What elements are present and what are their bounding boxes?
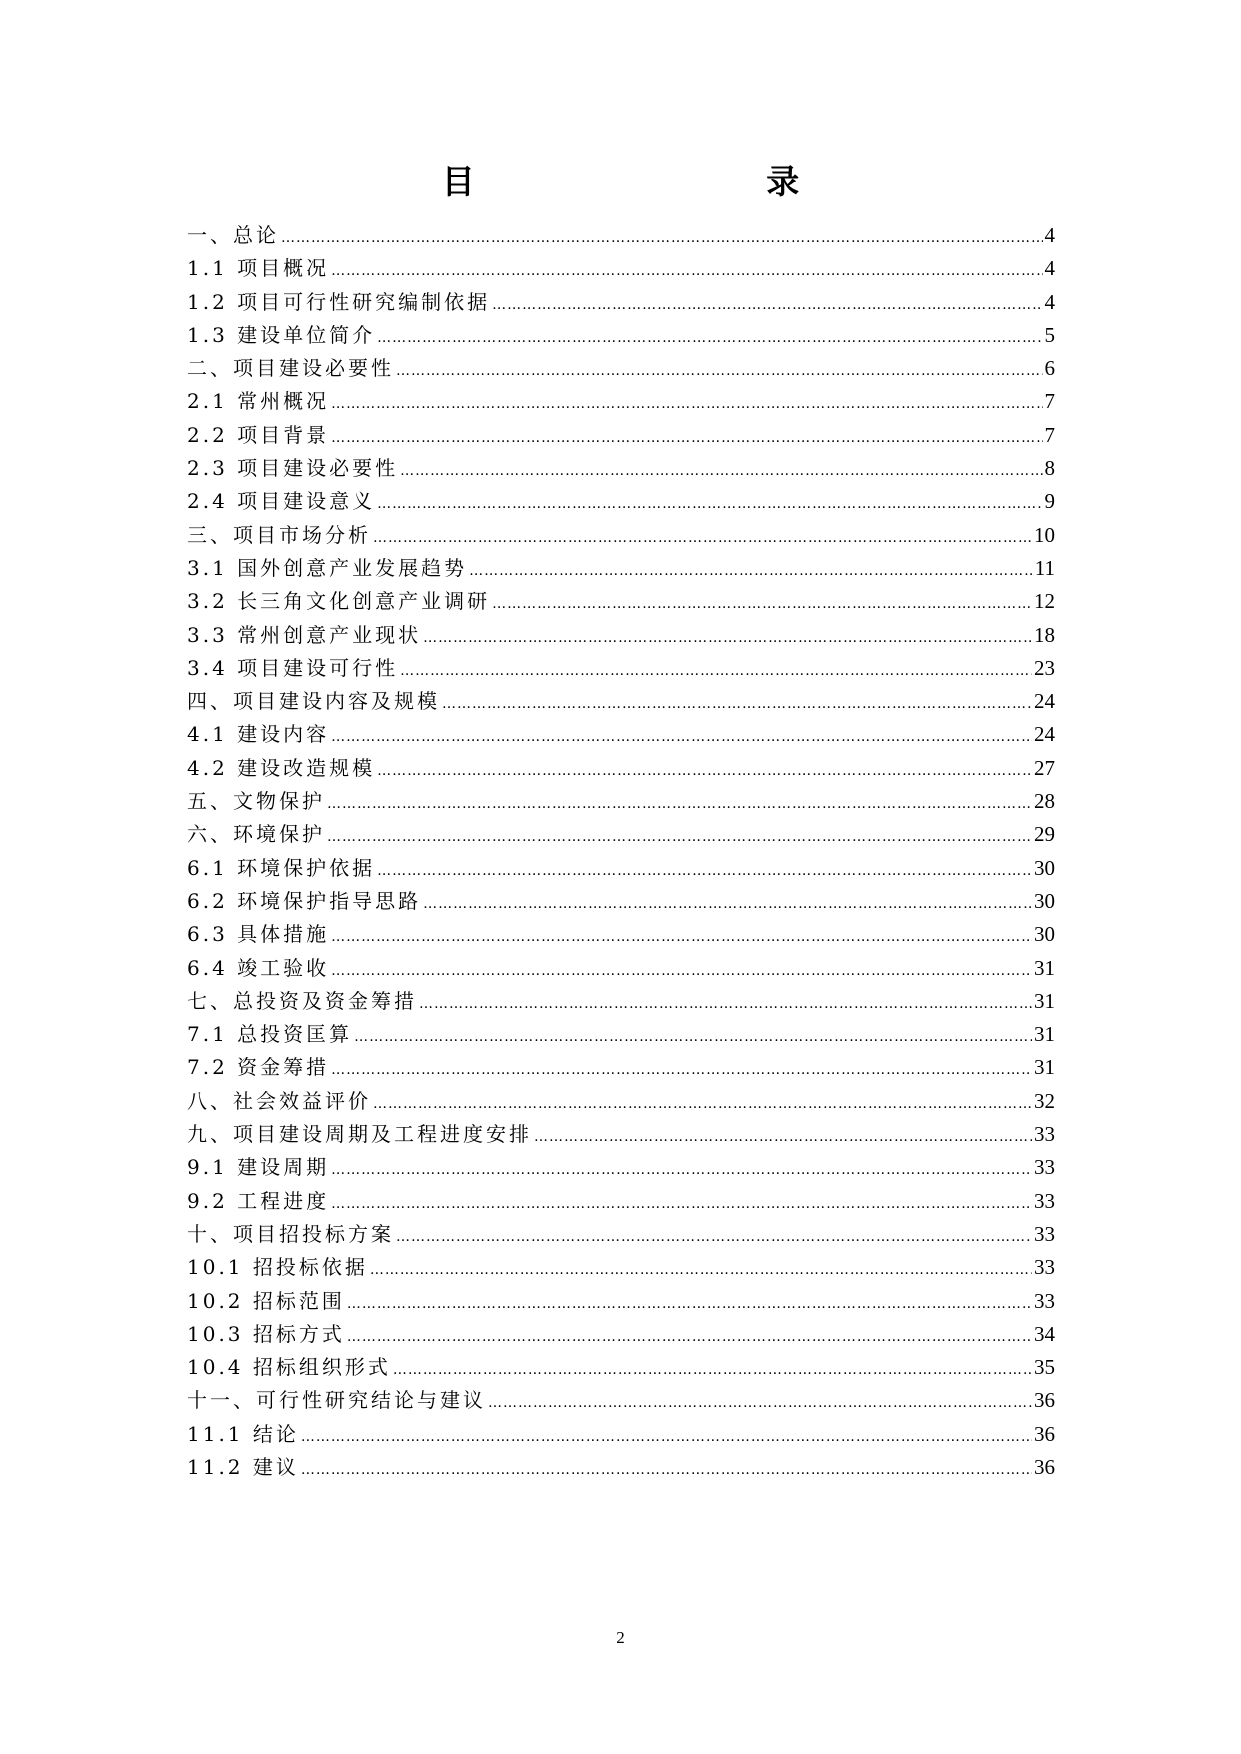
toc-entry[interactable]: [187, 1185, 1055, 1218]
toc-entry-page: 28: [1034, 789, 1055, 814]
toc-entry-label: 2.4 项目建设意义: [187, 489, 376, 514]
toc-entry-page: 33: [1034, 1288, 1055, 1313]
toc-entry-label: 10.1 招投标依据: [187, 1255, 368, 1280]
toc-entry-page: 34: [1034, 1321, 1055, 1346]
toc-entry[interactable]: [187, 519, 1055, 552]
toc-entry-label: 七、总投资及资金筹措: [187, 988, 417, 1013]
toc-entry-page: 30: [1034, 855, 1055, 880]
toc-entry-page: 18: [1034, 622, 1055, 647]
toc-entry[interactable]: [187, 1285, 1055, 1318]
toc-entry-label: 10.4 招标组织形式: [187, 1355, 391, 1380]
toc-entry-page: 24: [1034, 689, 1055, 714]
toc-entry-page: 29: [1034, 822, 1055, 847]
toc-leader-dots: [373, 522, 1032, 555]
toc-entry-page: 4: [1044, 223, 1055, 247]
toc-entry-page: 31: [1034, 955, 1055, 980]
toc-leader-dots: [331, 721, 1032, 754]
toc-entry[interactable]: [187, 985, 1055, 1018]
toc-entry[interactable]: [187, 219, 1055, 252]
toc-entry-page: 36: [1034, 1388, 1055, 1413]
toc-leader-dots: [327, 788, 1032, 821]
toc-entry-page: 31: [1034, 1022, 1055, 1047]
toc-entry-page: 36: [1034, 1421, 1055, 1446]
toc-entry-page: 7: [1044, 389, 1055, 414]
toc-entry-page: 23: [1034, 655, 1055, 680]
toc-entry-page: 31: [1034, 1055, 1055, 1080]
toc-entry-label: 10.2 招标范围: [187, 1288, 345, 1313]
toc-entry[interactable]: [187, 319, 1055, 352]
toc-entry[interactable]: [187, 619, 1055, 652]
toc-entry[interactable]: [187, 818, 1055, 851]
toc-entry-label: 6.2 环境保护指导思路: [187, 888, 422, 913]
toc-entry-page: 5: [1044, 322, 1055, 347]
toc-entry-label: 9.2 工程进度: [187, 1188, 330, 1213]
toc-entry[interactable]: [187, 585, 1055, 618]
toc-leader-dots: [373, 1088, 1032, 1121]
toc-entry-page: 33: [1034, 1255, 1055, 1280]
toc-entry-page: 4: [1044, 256, 1055, 281]
toc-leader-dots: [488, 1387, 1032, 1420]
toc-entry-label: 11.2 建议: [187, 1454, 299, 1479]
toc-entry[interactable]: [187, 885, 1055, 918]
toc-entry[interactable]: [187, 485, 1055, 518]
toc-entry[interactable]: [187, 1218, 1055, 1251]
toc-leader-dots: [331, 255, 1042, 288]
toc-entry[interactable]: [187, 952, 1055, 985]
toc-entry-label: 十、项目招投标方案: [187, 1221, 394, 1246]
toc-entry[interactable]: [187, 1418, 1055, 1451]
toc-entry-label: 三、项目市场分析: [187, 522, 371, 547]
toc-leader-dots: [347, 1288, 1032, 1321]
toc-leader-dots: [377, 855, 1032, 888]
toc-leader-dots: [331, 955, 1032, 988]
toc-entry[interactable]: [187, 1085, 1055, 1118]
toc-entry-label: 3.4 项目建设可行性: [187, 655, 399, 680]
toc-entry-label: 九、项目建设周期及工程进度安排: [187, 1122, 532, 1147]
toc-entry[interactable]: [187, 918, 1055, 951]
toc-entry-page: 24: [1034, 722, 1055, 747]
toc-entry-label: 4.1 建设内容: [187, 722, 330, 747]
toc-entry[interactable]: [187, 1351, 1055, 1384]
toc-leader-dots: [396, 355, 1043, 388]
toc-leader-dots: [377, 488, 1042, 521]
page-number: 2: [616, 1628, 625, 1647]
toc-entry-page: 33: [1034, 1122, 1055, 1147]
toc-entry[interactable]: [187, 352, 1055, 385]
toc-entry[interactable]: [187, 785, 1055, 818]
toc-entry-label: 4.2 建设改造规模: [187, 755, 376, 780]
toc-entry-page: 11: [1034, 555, 1055, 580]
toc-leader-dots: [281, 222, 1043, 255]
toc-entry-label: 六、环境保护: [187, 822, 325, 847]
toc-entry[interactable]: [187, 1451, 1055, 1484]
toc-entry[interactable]: [187, 286, 1055, 319]
toc-entry-label: 3.2 长三角文化创意产业调研: [187, 589, 491, 614]
toc-entry[interactable]: [187, 1051, 1055, 1084]
toc-entry-page: 33: [1034, 1221, 1055, 1246]
toc-entry-page: 7: [1044, 422, 1055, 447]
toc-entry-page: 36: [1034, 1454, 1055, 1479]
toc-entry-label: 2.2 项目背景: [187, 422, 330, 447]
toc-entry-label: 6.1 环境保护依据: [187, 855, 376, 880]
toc-entry[interactable]: [187, 1318, 1055, 1351]
toc-entry-label: 9.1 建设周期: [187, 1155, 330, 1180]
toc-entry-label: 八、社会效益评价: [187, 1088, 371, 1113]
toc-entry-page: 8: [1044, 456, 1055, 481]
toc-entry-page: 6: [1044, 356, 1055, 381]
toc-leader-dots: [377, 755, 1032, 788]
toc-entry-label: 一、总论: [187, 223, 279, 247]
toc-entry[interactable]: [187, 452, 1055, 485]
toc-entry-label: 五、文物保护: [187, 789, 325, 814]
toc-entry[interactable]: [187, 1384, 1055, 1417]
toc-entry-label: 11.1 结论: [187, 1421, 299, 1446]
toc-entry-page: 10: [1034, 522, 1055, 547]
toc-entry-page: 12: [1034, 589, 1055, 614]
toc-leader-dots: [331, 1054, 1032, 1087]
toc-leader-dots: [400, 655, 1032, 688]
toc-leader-dots: [423, 622, 1032, 655]
toc-leader-dots: [301, 1454, 1032, 1487]
toc-entry-page: 33: [1034, 1188, 1055, 1213]
toc-leader-dots: [377, 322, 1042, 355]
toc-leader-dots: [327, 821, 1032, 854]
toc-leader-dots: [396, 1221, 1032, 1254]
toc-entry-page: 30: [1034, 888, 1055, 913]
toc-entry[interactable]: [187, 1251, 1055, 1284]
toc-entry[interactable]: [187, 252, 1055, 285]
toc-entry-label: 7.2 资金筹措: [187, 1055, 330, 1080]
toc-entry[interactable]: [187, 685, 1055, 718]
toc-entry-label: 2.3 项目建设必要性: [187, 456, 399, 481]
toc-entry-page: 33: [1034, 1155, 1055, 1180]
toc-leader-dots: [370, 1254, 1032, 1287]
toc-leader-dots: [442, 688, 1032, 721]
toc-leader-dots: [400, 455, 1042, 488]
toc-leader-dots: [393, 1354, 1032, 1387]
toc-entry-label: 3.3 常州创意产业现状: [187, 622, 422, 647]
toc-leader-dots: [492, 588, 1032, 621]
toc-entry[interactable]: [187, 385, 1055, 418]
toc-entry-label: 6.3 具体措施: [187, 922, 330, 947]
table-of-contents: [187, 219, 1055, 1484]
toc-entry[interactable]: [187, 852, 1055, 885]
toc-entry[interactable]: [187, 718, 1055, 751]
toc-leader-dots: [492, 289, 1042, 322]
toc-entry-label: 3.1 国外创意产业发展趋势: [187, 555, 468, 580]
toc-entry-page: 4: [1044, 289, 1055, 314]
toc-entry[interactable]: [187, 652, 1055, 685]
toc-entry-label: 二、项目建设必要性: [187, 356, 394, 381]
toc-leader-dots: [469, 555, 1033, 588]
toc-leader-dots: [534, 1121, 1032, 1154]
toc-leader-dots: [331, 422, 1042, 455]
toc-entry[interactable]: [187, 419, 1055, 452]
toc-entry-label: 四、项目建设内容及规模: [187, 689, 440, 714]
toc-leader-dots: [331, 1188, 1032, 1221]
toc-leader-dots: [301, 1421, 1032, 1454]
toc-entry-label: 2.1 常州概况: [187, 389, 330, 414]
toc-entry-page: 30: [1034, 922, 1055, 947]
toc-entry-label: 6.4 竣工验收: [187, 955, 330, 980]
toc-entry[interactable]: [187, 1151, 1055, 1184]
toc-entry[interactable]: [187, 1118, 1055, 1151]
toc-entry-label: 十一、可行性研究结论与建议: [187, 1388, 486, 1413]
toc-leader-dots: [331, 1154, 1032, 1187]
toc-entry[interactable]: [187, 1018, 1055, 1051]
toc-entry-page: 31: [1034, 988, 1055, 1013]
toc-entry-label: 1.3 建设单位简介: [187, 322, 376, 347]
toc-entry-page: 32: [1034, 1088, 1055, 1113]
toc-leader-dots: [423, 888, 1032, 921]
toc-leader-dots: [331, 921, 1032, 954]
toc-entry-label: 10.3 招标方式: [187, 1321, 345, 1346]
page-title: 目 录: [441, 162, 940, 201]
toc-leader-dots: [419, 988, 1032, 1021]
toc-entry-page: 27: [1034, 755, 1055, 780]
toc-entry-page: 35: [1034, 1355, 1055, 1380]
toc-leader-dots: [331, 388, 1042, 421]
toc-leader-dots: [347, 1321, 1032, 1354]
toc-entry[interactable]: [187, 752, 1055, 785]
toc-entry-label: 1.2 项目可行性研究编制依据: [187, 289, 491, 314]
toc-entry-label: 7.1 总投资匡算: [187, 1022, 353, 1047]
toc-entry[interactable]: [187, 552, 1055, 585]
toc-leader-dots: [354, 1021, 1032, 1054]
toc-entry-label: 1.1 项目概况: [187, 256, 330, 281]
toc-entry-page: 9: [1044, 489, 1055, 514]
